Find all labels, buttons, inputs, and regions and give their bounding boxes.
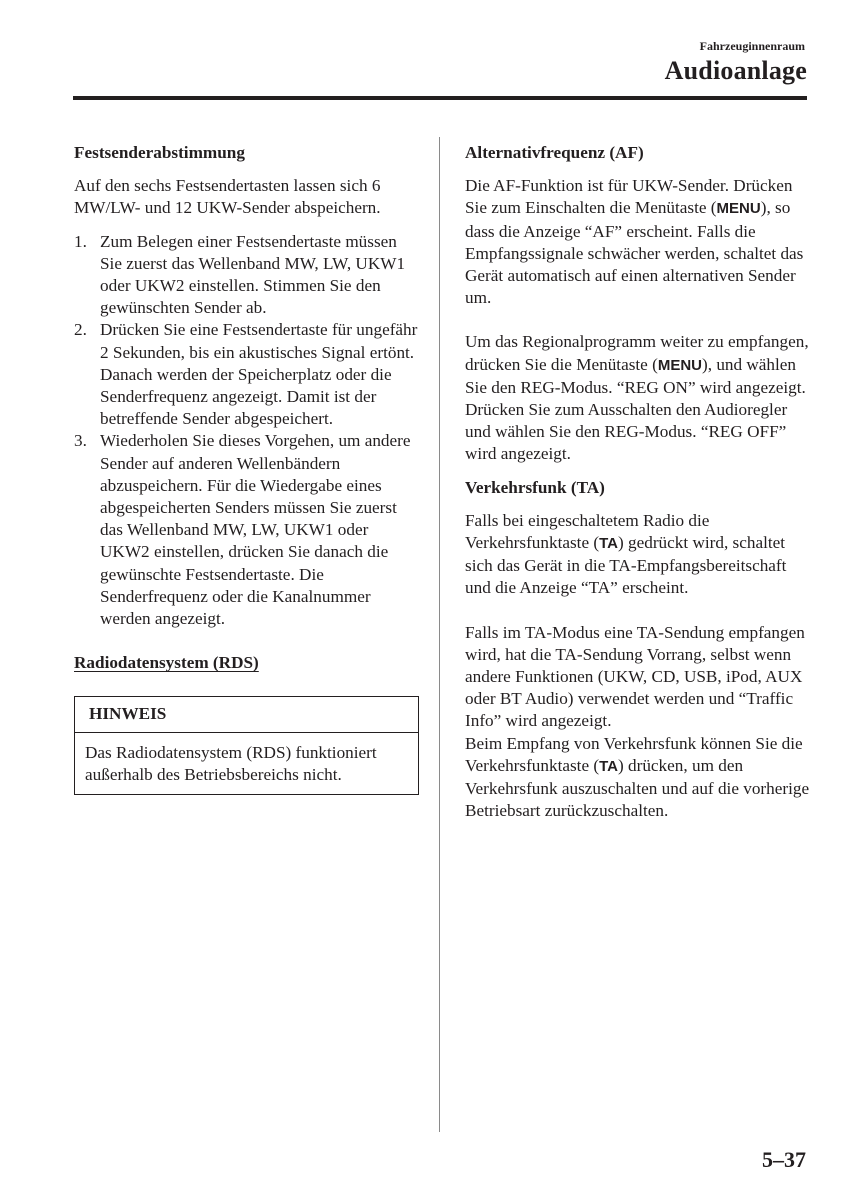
- left-column: [74, 142, 419, 795]
- ta-paragraph-2: Falls im TA-Modus eine TA-Sendung empfangen wird, hat die TA-Sendung Vorrang, selbst wenn andere Funktionen (UKW, CD, USB, iPod, AUX oder BT Audio) verwendet werden und “Traffic Info” wird angezeigt.: [465, 622, 805, 731]
- ta-paragraph-1: Falls bei eingeschaltetem Radio die Verkehrsfunktaste (TA) gedrückt wird, schaltet sich das Gerät in die TA-Empfangsbereitschaft und die Anzeige “TA” erscheint.: [465, 510, 787, 598]
- list-item: 3. Wiederholen Sie dieses Vorgehen, um andere Sender auf anderen Wellenbändern abzuspeichern. Für die Wiedergabe eines abgespeicherten Senders müssen Sie zuerst das Wellenband MW, LW, UKW1 oder UKW2 einstellen, drücken Sie danach die gewünschte Festsendertaste. Die Senderfrequenz oder die Kanalnummer werden angezeigt.: [74, 431, 411, 629]
- preset-steps-list: [74, 231, 419, 631]
- note-box: [74, 696, 419, 795]
- menu-key-label: MENU: [716, 200, 761, 218]
- ta-key-label: TA: [599, 757, 618, 775]
- list-item: 2. Drücken Sie eine Festsendertaste für ungefähr 2 Sekunden, bis ein akustisches Signal ertönt. Danach werden der Speicherplatz oder die Senderfrequenz angezeigt. Damit ist der betreffende Sender abgespeichert.: [74, 320, 418, 429]
- ta-paragraph-3: Beim Empfang von Verkehrsfunk können Sie die Verkehrsfunktaste (TA) drücken, um den Verkehrsfunk auszuschalten und auf die vorherige Betriebsart zurückzuschalten.: [465, 733, 810, 821]
- header-rule: [73, 96, 807, 100]
- note-title: HINWEIS: [75, 697, 418, 732]
- page-number: 5–37: [762, 1147, 806, 1172]
- af-heading: Alternativfrequenz (AF): [465, 143, 644, 162]
- list-item: 1. Zum Belegen einer Festsendertaste müssen Sie zuerst das Wellenband MW, LW, UKW1 oder UKW2 einstellen. Stimmen Sie den gewünschten Sender ab.: [74, 231, 406, 318]
- preset-intro: Auf den sechs Festsendertasten lassen sich 6 MW/LW- und 12 UKW-Sender abspeichern.: [74, 176, 381, 218]
- menu-key-label: MENU: [657, 356, 702, 374]
- ta-heading: Verkehrsfunk (TA): [465, 477, 605, 497]
- ta-key-label: TA: [599, 535, 618, 553]
- rds-heading: Radiodatensystem (RDS): [74, 653, 259, 673]
- chapter-title: Fahrzeuginnenraum: [699, 39, 805, 53]
- note-text: Das Radiodatensystem (RDS) funktioniert außerhalb des Betriebsbereichs nicht.: [85, 742, 377, 784]
- af-paragraph-2: Um das Regionalprogramm weiter zu empfangen, drücken Sie die Menütaste (MENU), und wählen Sie den REG-Modus. “REG ON” wird angezeigt. Drücken Sie zum Ausschalten den Audioregler und wählen Sie den REG-Modus. “REG OFF” wird angezeigt.: [465, 332, 809, 464]
- preset-heading: Festsenderabstimmung: [74, 143, 245, 162]
- section-title: Audioanlage: [664, 56, 807, 85]
- column-divider: [439, 137, 440, 1132]
- af-paragraph-1: Die AF-Funktion ist für UKW-Sender. Drücken Sie zum Einschalten die Menütaste (MENU), so dass die Anzeige “AF” erscheint. Falls die Empfangssignale schwächer werden, schaltet das Gerät automatisch auf einen alternativen Sender um.: [465, 176, 804, 308]
- right-column: [465, 142, 810, 822]
